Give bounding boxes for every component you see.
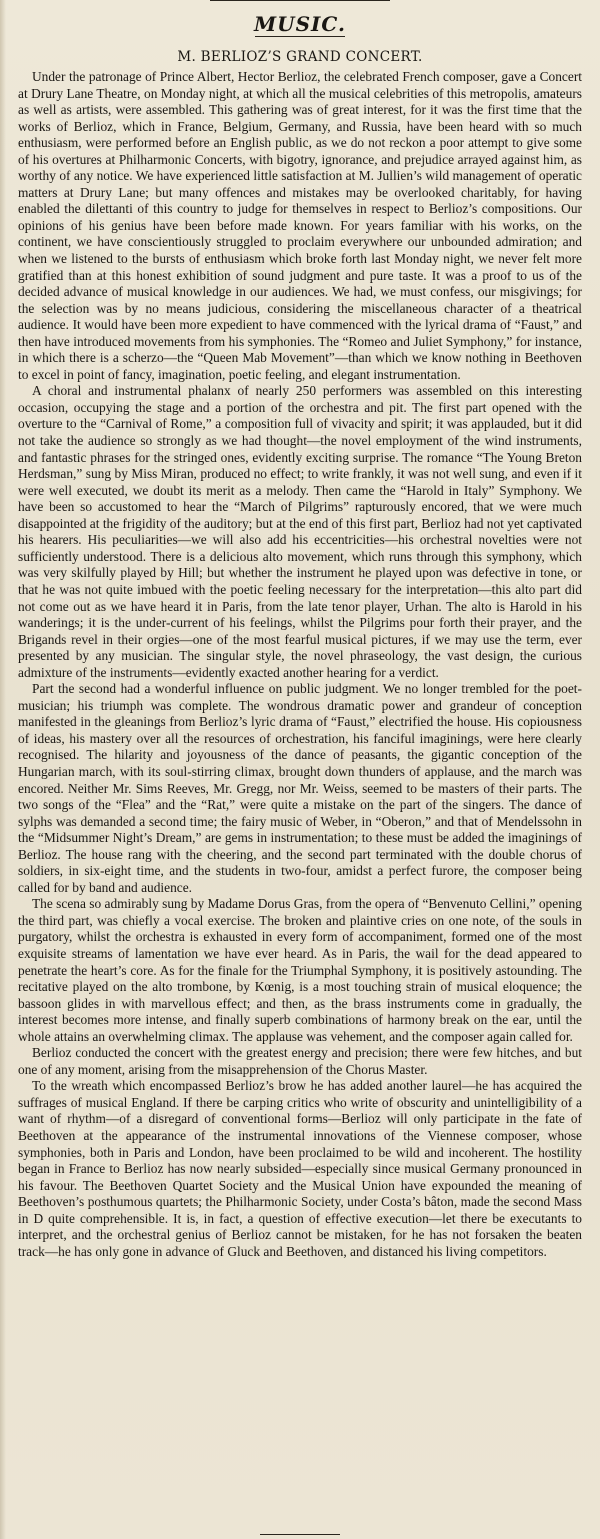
top-rule (210, 0, 390, 1)
article-paragraph: To the wreath which encompassed Berlioz’s brow he has added another laurel—he has acquired the suffrages of musical England. If there be carping critics who write of obscurity and unintelligibility of a want of rhythm—of a disregard of conventional forms—Berlioz will only participate in the fate of Beethoven at the appearance of the instrumental innovations of the Viennese composer, whose symphonies, both in Paris and London, have been proclaimed to be wild and incoherent. The hostility began in France to Berlioz has now nearly subsided—especially since musical Germany pronounced in his favour. The Beethoven Quartet Society and the Musical Union have expounded the meaning of Beethoven’s posthumous quartets; the Philharmonic Society, under Costa’s bâton, made the second Mass in D quite comprehensible. It is, in fact, a question of effective execution—let there be executants to interpret, and the orchestral genius of Berlioz cannot be mistaken, for he has not forsaken the beaten track—he has only gone in advance of Gluck and Beethoven, and distanced his living competitors. (18, 1078, 582, 1259)
article-title: M. BERLIOZ’S GRAND CONCERT. (177, 49, 423, 65)
article-paragraph: A choral and instrumental phalanx of nearly 250 performers was assembled on this interesting occasion, occupying the stage and a portion of the orchestra and pit. The first part opened with the overture to the “Carnival of Rome,” a composition full of vivacity and spirit; it was applauded, but it did not take the audience so strongly as we had thought—the novel employment of the wind instruments, and fantastic phrases for the stringed ones, evidently exciting surprise. The romance “The Young Breton Herdsman,” sung by Miss Miran, produced no effect; to write frankly, it was not well sung, and even if it were well executed, we doubt its merit as a melody. Then came the “Harold in Italy” Symphony. We have been so accustomed to hear the “March of Pilgrims” rapturously encored, that we were much disappointed at the frigidity of the auditory; but at the end of this first part, Berlioz had not yet captivated his hearers. His peculiarities—we will also add his eccentricities—his orchestral novelties were not sufficiently understood. There is a delicious alto movement, which runs through this symphony, which was very skilfully played by Hill; but whether the instrument he played upon was defective in tone, or that he was not quite imbued with the poetic feeling necessary for the interpretation—this alto part did not come out as we have heard it in Paris, from the late tenor player, Urhan. The alto is Harold in his wanderings; it is the under-current of his feelings, whilst the Pilgrims pour forth their prayer, and the Brigands revel in their orgies—one of the most fearful musical pictures, if we may use the term, ever presented by any musician. The singular style, the novel phraseology, the vast design, the curious admixture of the instruments—evidently exacted another hearing for a verdict. (18, 383, 582, 680)
article-body (18, 69, 582, 1260)
heading-underline (255, 36, 345, 37)
bottom-rule (260, 1534, 340, 1535)
section-heading: MUSIC. (254, 12, 346, 36)
article-paragraph: Berlioz conducted the concert with the greatest energy and precision; there were few hitches, and but one of any moment, arising from the misapprehension of the Chorus Master. (18, 1045, 582, 1077)
article-paragraph: Under the patronage of Prince Albert, Hector Berlioz, the celebrated French composer, gave a Concert at Drury Lane Theatre, on Monday night, at which all the musical celebrities of this metropolis, amateurs as well as artists, were assembled. This gathering was of great interest, for it was the first time that the works of Berlioz, which in France, Belgium, Germany, and Russia, have been heard with so much enthusiasm, were performed before an English public, as we do not reckon a poor attempt to give some of his overtures at Philharmonic Concerts, with bigotry, ignorance, and prejudice arrayed against him, as worthy of any notice. We have experienced little satisfaction at M. Jullien’s wild management of operatic matters at Drury Lane; but many offences and mistakes may be overlooked charitably, for having enabled the dilettanti of this country to judge for themselves in respect to Berlioz’s compositions. Our opinions of his genius have been before made known. For years familiar with his works, on the continent, we have conscientiously struggled to proclaim everywhere our unbounded admiration; and when we listened to the bursts of enthusiasm which broke forth last Monday night, we never felt more gratified than at this honest exhibition of sound judgment and pure taste. It was a proof to us of the decided advance of musical knowledge in our audiences. We had, we must confess, our misgivings; for the selection was by no means judicious, considering the miscellaneous character of a theatrical audience. It would have been more expedient to have commenced with the lyrical drama of “Faust,” and then have introduced movements from his symphonies. The “Romeo and Juliet Symphony,” for instance, in which there is a scherzo—the “Queen Mab Movement”—than which we know nothing in Beethoven to excel in point of fancy, imagination, poetic feeling, and elegant instrumentation. (18, 69, 582, 382)
article-paragraph: The scena so admirably sung by Madame Dorus Gras, from the opera of “Benvenuto Cellini,” opening the third part, was chiefly a vocal exercise. The broken and plaintive cries on one note, of the souls in purgatory, whilst the orchestra is exhausted in every form of accompaniment, formed one of the most exquisite streams of lamentation we have ever heard. As in Paris, the wail for the dead appeared to penetrate the heart’s core. As for the finale for the Triumphal Symphony, it is positively astounding. The recitative played on the alto trombone, by Kœnig, is a most touching strain of musical eloquence; the bassoon glides in with marvellous effect; and then, as the brass instruments come in gradually, the interest becomes more intense, and finally superb combinations of harmony break on the ear, until the whole attains an overwhelming climax. The applause was vehement, and the composer again called for. (18, 896, 582, 1044)
article-paragraph: Part the second had a wonderful influence on public judgment. We no longer trembled for the poet-musician; his triumph was complete. The wondrous dramatic power and grandeur of conception manifested in the gleanings from Berlioz’s lyric drama of “Faust,” electrified the house. His copiousness of ideas, his mastery over all the resources of orchestration, his fanciful imaginings, were here clearly recognised. The hilarity and joyousness of the dance of peasants, the gigantic conception of the Hungarian march, with its soul-stirring climax, brought down thunders of applause, and the march was encored. Neither Mr. Sims Reeves, Mr. Gregg, nor Mr. Weiss, seemed to be masters of their parts. The two songs of the “Flea” and the “Rat,” were quite a mistake on the part of the singers. The dance of sylphs was demanded a second time; the fairy music of Weber, in “Oberon,” and that of Mendelssohn in the “Midsummer Night’s Dream,” are gems in instrumentation; to these must be added the imaginings of Berlioz. The house rang with the cheering, and the second part terminated with the double chorus of soldiers, in six-eight time, and the students in two-four, amidst a perfect furore, the composer being called for by band and audience. (18, 681, 582, 895)
page-edge-shadow (0, 0, 6, 1539)
